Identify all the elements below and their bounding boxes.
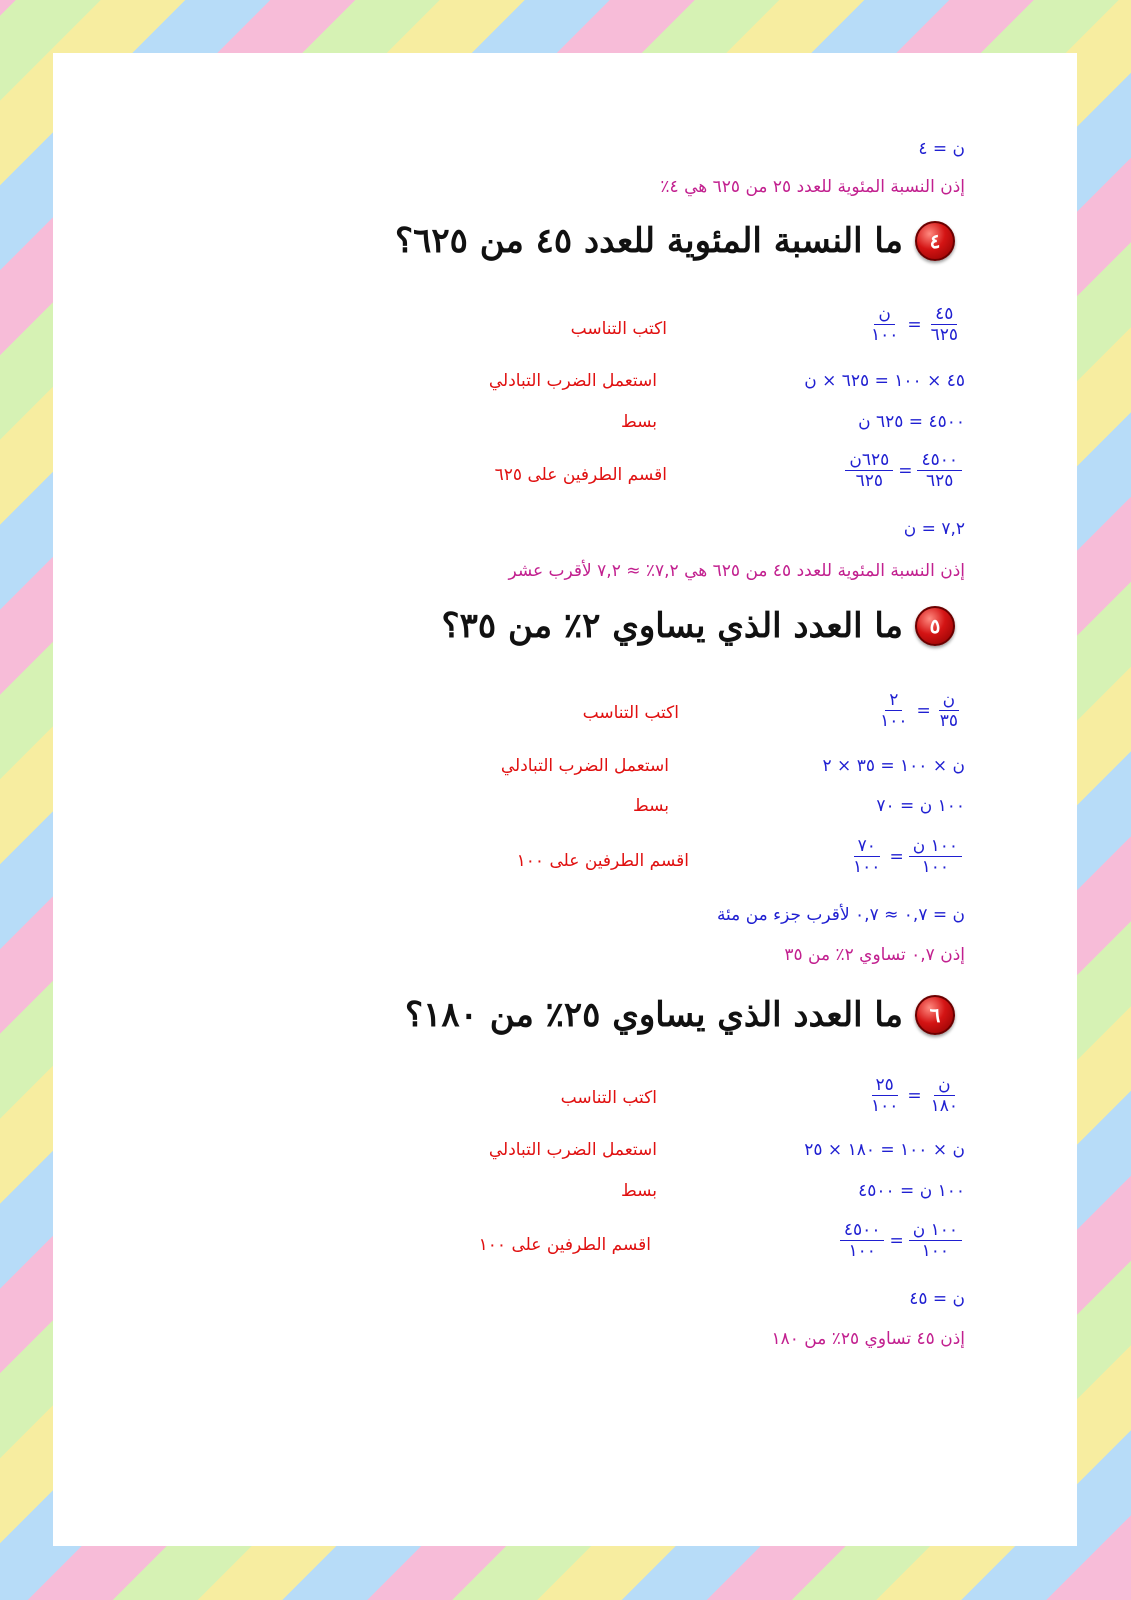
q5-simplify: ١٠٠ ن = ٧٠ <box>876 796 965 816</box>
question-6-title: ما العدد الذي يساوي ٢٥٪ من ١٨٠؟ <box>405 995 903 1035</box>
q5-fraction-2: $\frac{٢}{١٠٠}$ <box>880 690 908 731</box>
equals-sign: = <box>889 846 904 867</box>
q4-fraction-2: $\frac{\text{ن}}{١٠٠}$ <box>870 304 899 345</box>
q6-fraction-3: $\frac{\text{١٠٠ ن}}{١٠٠}$ <box>909 1221 962 1260</box>
q5-step1-label: اكتب التناسب <box>582 703 679 723</box>
q6-divide <box>837 1221 965 1260</box>
q5-fraction-1: $\frac{\text{ن}}{٣٥}$ <box>939 690 958 731</box>
q5-step3-label: بسط <box>632 796 669 816</box>
q4-divide <box>842 451 965 490</box>
q6-cross-multiply: ن × ١٠٠ = ١٨٠ × ٢٥ <box>804 1140 965 1160</box>
q5-proportion <box>873 691 965 730</box>
q6-step4-label: اقسم الطرفين على ١٠٠ <box>478 1235 651 1255</box>
question-5-title: ما العدد الذي يساوي ٢٪ من ٣٥؟ <box>441 606 903 646</box>
question-4-badge: ٤ <box>915 221 955 261</box>
q4-proportion <box>864 305 965 344</box>
equals-sign: = <box>907 1085 922 1106</box>
q6-conclusion: إذن ٤٥ تساوي ٢٥٪ من ١٨٠ <box>771 1329 965 1349</box>
q4-fraction-3: $\frac{٤٥٠٠}{٦٢٥}$ <box>917 451 962 490</box>
q5-step4-label: اقسم الطرفين على ١٠٠ <box>516 851 689 871</box>
q4-step3-label: بسط <box>620 412 657 432</box>
q4-step4-label: اقسم الطرفين على ٦٢٥ <box>494 465 667 485</box>
question-4-title: ما النسبة المئوية للعدد ٤٥ من ٦٢٥؟ <box>395 221 903 261</box>
equals-sign: = <box>898 460 913 481</box>
q4-conclusion: إذن النسبة المئوية للعدد ٤٥ من ٦٢٥ هي ٧,٢٪ ≈ ٧,٢ لأقرب عشر <box>508 561 965 581</box>
q5-result: ن = ٠,٧ ≈ ٠,٧ لأقرب جزء من مئة <box>716 905 965 925</box>
q4-cross-multiply: ٤٥ × ١٠٠ = ٦٢٥ × ن <box>804 371 965 391</box>
question-5-heading <box>442 606 955 646</box>
prev-conclusion: إذن النسبة المئوية للعدد ٢٥ من ٦٢٥ هي ٤٪ <box>660 177 965 197</box>
equals-sign: = <box>907 314 922 335</box>
q4-result: ٧,٢ = ن <box>903 519 965 539</box>
q4-simplify: ٤٥٠٠ = ٦٢٥ ن <box>858 412 965 432</box>
equals-sign: = <box>916 700 931 721</box>
question-6-badge: ٦ <box>915 995 955 1035</box>
q5-divide <box>846 837 965 876</box>
q5-cross-multiply: ن × ١٠٠ = ٣٥ × ٢ <box>822 756 965 776</box>
q6-proportion <box>864 1076 965 1115</box>
worksheet-page <box>53 53 1077 1546</box>
q6-result: ن = ٤٥ <box>909 1289 965 1309</box>
q5-fraction-3: $\frac{\text{١٠٠ ن}}{١٠٠}$ <box>909 837 962 876</box>
q6-step3-label: بسط <box>620 1181 657 1201</box>
q5-conclusion: إذن ٠,٧ تساوي ٢٪ من ٣٥ <box>784 945 965 965</box>
question-4-heading <box>395 221 955 261</box>
equals-sign: = <box>889 1230 904 1251</box>
q6-step2-label: استعمل الضرب التبادلي <box>488 1140 657 1160</box>
question-6-heading <box>405 995 955 1035</box>
prev-result: ن = ٤ <box>918 139 965 159</box>
q6-simplify: ١٠٠ ن = ٤٥٠٠ <box>858 1181 965 1201</box>
q6-fraction-4: $\frac{٤٥٠٠}{١٠٠}$ <box>840 1221 885 1260</box>
q4-step2-label: استعمل الضرب التبادلي <box>488 371 657 391</box>
q6-fraction-2: $\frac{٢٥}{١٠٠}$ <box>870 1075 899 1116</box>
q4-fraction-1: $\frac{٤٥}{٦٢٥}$ <box>930 304 958 345</box>
q6-fraction-1: $\frac{\text{ن}}{١٨٠}$ <box>930 1075 958 1116</box>
question-5-badge: ٥ <box>915 606 955 646</box>
q6-step1-label: اكتب التناسب <box>560 1088 657 1108</box>
q4-fraction-4: $\frac{\text{٦٢٥ن}}{٦٢٥}$ <box>845 451 893 490</box>
q4-step1-label: اكتب التناسب <box>570 319 667 339</box>
q5-step2-label: استعمل الضرب التبادلي <box>500 756 669 776</box>
q5-fraction-4: $\frac{٧٠}{١٠٠}$ <box>853 836 881 877</box>
